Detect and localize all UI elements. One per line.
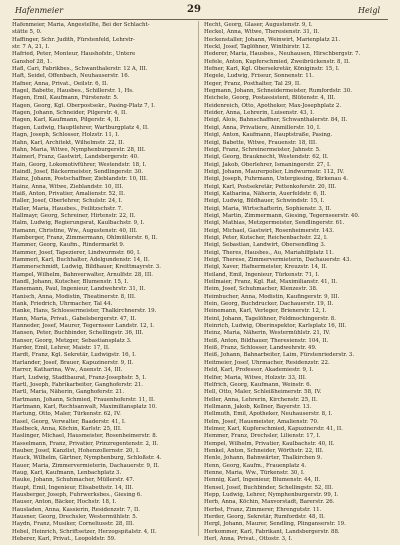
directory-entry: Heigl, Babette, Witwe, Frauenstr. 18, III. bbox=[204, 139, 317, 146]
directory-entry: Hain, Georg, Lokomotivführer, Westendstr. 18, I. bbox=[12, 161, 147, 168]
directory-entry: Hagen, Georg, Kgl. Oberpostsekr., Pasing-Platz 7, I. bbox=[12, 102, 155, 109]
directory-entry: Hegele, Ludwig, Friseur, Sonnenstr. 11. bbox=[204, 73, 314, 80]
directory-entry: Hagn, Joseph, Schlosser, Holzstr. 11, I. bbox=[12, 132, 120, 139]
directory-entry: Hasselmann, Franz, Privatier, Prinzregentenstr. 2, II. bbox=[12, 440, 159, 447]
directory-entry: Heimbucher, Anna, Modistin, Kaufingerstr. 9, III. bbox=[204, 293, 340, 300]
directory-entry: Hartmann, Karl, Rechtsanwalt, Maximiliansplatz 10. bbox=[12, 403, 157, 410]
directory-entry: Heigl, Georg, Brauknecht, Westendstr. 62, II. bbox=[204, 154, 329, 161]
directory-entry: Heigl, Johann, Maurerpolier, Lindwurmstr. 112, IV. bbox=[204, 168, 345, 175]
directory-entry: Henn, Georg, Kaufm., Frauenplatz 4. bbox=[204, 462, 307, 469]
directory-entry: Heigl, Jakob, Oberlehrer, Ismaningerstr. 27, I. bbox=[204, 161, 331, 168]
directory-entry: Hammerl, Karl, Buchhalter, Adelgundenstr. 14, II. bbox=[12, 257, 150, 263]
directory-entry: Haiß, Anton, Privatier, Amalienstr. 52, II. bbox=[12, 190, 125, 197]
directory-entry: Heitmeier, Josef, Uhrmacher, Residenzstr. 22. bbox=[204, 359, 330, 366]
header-right-catchword: Heigl bbox=[358, 6, 380, 15]
left-column bbox=[12, 22, 198, 543]
directory-entry: Heigl, Sebastian, Landwirt, Obersendling 3. bbox=[204, 242, 326, 249]
directory-entry: Hagel, Babette, Hausbes., Schillerstr. 1, Hs. bbox=[12, 88, 134, 95]
directory-entry: Hausladen, Anna, Kassierin, Residenzstr. 7, II. bbox=[12, 506, 140, 513]
directory-entry: Hafried, Peter, Monteur, Haushofstr., Untere bbox=[12, 51, 136, 58]
directory-entry: Haindl, Josef, Bäckermeister, Sendlingerstr. 30. bbox=[12, 168, 144, 175]
directory-entry: Heichele, Georg, Postassistent, Blütenstr. 4, III. bbox=[204, 95, 336, 102]
directory-entry: Herl, Anna, Privat., Ottostr. 3, I. bbox=[204, 536, 293, 543]
directory-entry: Hell, Otto, Maler, Schleißheimerstr. 58, IV. bbox=[204, 389, 322, 396]
directory-entry: Haug, Karl, Kaufmann, Lenbachplatz 3. bbox=[12, 469, 122, 476]
directory-entry: Hammer, Georg, Kaufm., Rindermarkt 9. bbox=[12, 242, 125, 249]
directory-entry: Herkommer, Karl, Fabrikant, Landsbergerstr. 88. bbox=[204, 528, 340, 535]
directory-entry: Hauber, Josef, Kanzlist, Hohenzollernstr. 20, I. bbox=[12, 447, 140, 454]
directory-entry: Heigl, Katharina, Näherin, Auerfeldstr. 6, II. bbox=[204, 190, 327, 197]
directory-entry: Hagen, Johann, Schneider, Pilgerstr. 4, II. bbox=[12, 110, 127, 117]
directory-entry: Hauck, Wilhelm, Gärtner, Nymphenburg, Schloßstr. 4. bbox=[12, 455, 162, 462]
directory-entry: Heigl, Alois, Bahnschaffner, Schwanthalerstr. 84, II. bbox=[204, 117, 348, 124]
directory-entry: Hederer, Maria, Hausbes., Neuhausen, Hirschbergstr. 7. bbox=[204, 51, 361, 58]
directory-entry: Hafenmeier, Maria, Angestellte, Bei der Schlacht- bbox=[12, 22, 150, 28]
directory-entry: Hemmer, Franz, Drechsler, Lilienstr. 17, I. bbox=[204, 433, 321, 440]
directory-entry: Heigl, Xaver, Hafnermeister, Kreuzstr. 14, II. bbox=[204, 264, 328, 271]
directory-entry: Hammer, Josef, Tapezierer, Lindwurmstr. 60, I. bbox=[12, 249, 141, 256]
directory-entry: Hauser, Anton, Bäcker, Hochstr. 18, I. bbox=[12, 499, 117, 506]
directory-entry: Heiß, Anton, Bildhauer, Theresienstr. 104, II. bbox=[204, 337, 329, 344]
directory-entry: Heigl, Ludwig, Bildhauer, Schwindstr. 15, I. bbox=[204, 198, 325, 205]
directory-entry: Heckel, Anna, Witwe, Theresienstr. 31, II. bbox=[204, 29, 320, 36]
directory-entry: Hart, Ludwig, Stadtbaurat, Franz-Josephstr. 5, I. bbox=[12, 374, 147, 381]
directory-entry: Heiß, Franz, Schlosser, Landwehrstr. 49. bbox=[204, 345, 317, 352]
directory-entry: Herbst, Franz, Zimmerer, Ehrengutstr. 11. bbox=[204, 506, 322, 513]
directory-entry: Heckl, Josef, Taglöhner, Winthirstr. 12. bbox=[204, 44, 311, 51]
directory-entry: Hagen, Ludwig, Hauptlehrer, Wartburgplatz 4, II. bbox=[12, 124, 149, 131]
directory-entry: Hansen, Peter, Buchbinder, Schellingstr. 36, III. bbox=[12, 330, 144, 337]
right-column bbox=[204, 22, 390, 543]
page-number: 29 bbox=[187, 4, 201, 15]
directory-entry: Heinemann, Karl, Verleger, Brienerstr. 12, I. bbox=[204, 308, 327, 315]
directory-entry: Heinrich, Ludwig, Oberinspektor, Karlsplatz 16, III. bbox=[204, 323, 347, 330]
directory-entry: Haimerl, Franz, Gastwirt, Landsbergerstr. 40. bbox=[12, 154, 139, 161]
header-left-catchword: Hafenmeier bbox=[15, 6, 64, 15]
directory-entry: Handl, Johann, Kutscher, Blumenstr. 15, I. bbox=[12, 279, 129, 286]
directory-entry: Hahn, Karl, Architekt, Wilhelmstr. 22, II. bbox=[12, 139, 125, 146]
directory-entry: Heigl, Michael, Gastwirt, Rosenheimerstr. 143. bbox=[204, 227, 334, 234]
directory-entry: Heigl, Mathias, Metzgermeister, Sendlingerstr. 61. bbox=[204, 220, 345, 227]
directory-entry: Haft, Seidel, Offenbach, Neuhauserstr. 16. bbox=[12, 73, 130, 80]
directory-entry: Haupt, Emil, Ingenieur, Elisabethstr. 14, III. bbox=[12, 484, 134, 491]
directory-entry: Hebel, Heinrich, Schriftsetzer, Herzogspitalstr. 4, II. bbox=[12, 528, 157, 535]
directory-entry: Heller, Anna, Lehrerin, Kirchenstr. 25, II. bbox=[204, 396, 318, 403]
directory-entry: Held, Karl, Professor, Akademiestr. 9, I. bbox=[204, 367, 314, 374]
directory-entry: Hann, Maria, Privat., Gabelsbergerstr. 47, II. bbox=[12, 315, 137, 322]
directory-entry: Hauer, Maria, Zimmervermieterin, Dachauerstr. 9, II. bbox=[12, 462, 160, 469]
directory-entry: Hensel, Josef, Buchbinder, Schellingstr. 52, III. bbox=[204, 484, 333, 491]
directory-entry: Herb, Anna, Köchin, Maxvorstadt, Barerstr. 26. bbox=[204, 499, 335, 506]
directory-entry: Haffinger, Schr. Judith, Fürstenfeld, Lehrstr- bbox=[12, 36, 135, 43]
directory-entry: Hartung, Otto, Maler, Türkenstr. 62, IV. bbox=[12, 411, 121, 418]
directory-entry: Heider, Anna, Lehrerin, Luisenstr. 43, I. bbox=[204, 110, 314, 117]
directory-entry: Hefner, Karl, Kgl. Obersekretär, Königinstr. 15, I. bbox=[204, 66, 340, 73]
directory-entry: Hardt, Franz, Kgl. Sekretär, Ludwigstr. 16, I. bbox=[12, 352, 136, 359]
directory-entry: Heinz, Maria, Näherin, Westermühlstr. 21, IV. bbox=[204, 330, 331, 337]
directory-entry: Hauke, Johann, Schuhmacher, Müllerstr. 47. bbox=[12, 477, 135, 484]
directory-entry: Hasel, Georg, Verwalter, Baaderstr. 41, I. bbox=[12, 418, 126, 425]
column-separator bbox=[198, 21, 199, 536]
directory-entry: Heigl, Martin, Zimmermann, Giesing, Tegernseerstr. 40. bbox=[204, 212, 360, 219]
directory-entry: Heigl, Anna, Privatiere, Ainmillerstr. 10, I. bbox=[204, 124, 321, 131]
directory-entry: Haydn, Franz, Musiker, Corneliusstr. 28, III. bbox=[12, 521, 135, 528]
directory-entry: Hanneder, Josef, Maurer, Tegernseer Landstr. 12, I. bbox=[12, 323, 154, 330]
directory-entry: Hanser, Georg, Metzger, Sebastiansplatz 3. bbox=[12, 337, 132, 344]
directory-entry: Heigl, Peter, Kutscher, Reichenbachstr. 22, I. bbox=[204, 234, 328, 241]
directory-entry: Harder, Emil, Lehrer, Maistr. 17, II. bbox=[12, 345, 110, 352]
directory-entry: Heiß, Johann, Bahnarbeiter, Laim, Fürstenriederstr. 3. bbox=[204, 352, 355, 359]
directory-entry: Ganshof 28, 1. bbox=[12, 58, 52, 65]
directory-entry: Hepp, Ludwig, Lehrer, Nymphenburgerstr. 99, I. bbox=[204, 492, 339, 498]
directory-entry: Heigl, Therese, Zimmervermieterin, Dachauerstr. 43. bbox=[204, 257, 352, 263]
directory-entry: Haller, Maria, Hausbes., Feilitzschstr. 7. bbox=[12, 205, 123, 212]
running-header bbox=[0, 4, 400, 18]
directory-entry: Hainz, Johann, Postschaffner, Zieblandstr. 10, III. bbox=[12, 176, 148, 183]
directory-entry: Hempel, Wilhelm, Privatier, Kaulbachstr. 40, II. bbox=[204, 440, 335, 447]
directory-entry: Henkel, Anton, Schneider, Wörthstr. 22, III. bbox=[204, 447, 324, 454]
directory-entry: Heim, Josef, Schuhmacher, Klenzestr. 38. bbox=[204, 286, 318, 293]
directory-entry: Helmer, Karl, Kupferschmied, Kapuzinerstr. 41, II. bbox=[204, 425, 343, 432]
directory-entry: Hartl, Joseph, Fabrikarbeiter, Ganghoferstr. 21. bbox=[12, 381, 144, 388]
directory-entry: Helfrich, Georg, Kaufmann, Weinstr. 6. bbox=[204, 381, 312, 388]
directory-entry: Hartl, Maria, Näherin, Ganghoferstr. 21. bbox=[12, 389, 125, 396]
directory-entry: Hagen, Karl, Kaufmann, Pilgerstr. 4, II. bbox=[12, 117, 121, 124]
directory-entry: Hallmayr, Georg, Schreiner, Hirtenstr. 22, II. bbox=[12, 212, 136, 219]
directory-entry: Hecht, Georg, Glaser, Augustenstr. 9, I. bbox=[204, 22, 313, 28]
directory-entry: Heigl, Theres, Hausbes., Au, Mariahilfplatz 11. bbox=[204, 249, 334, 256]
directory-entry: Heberer, Karl, Privat., Leopoldstr. 59. bbox=[12, 536, 116, 543]
directory-entry: Harlander, Josef, Brauer, Kapuzinerstr. 9, II. bbox=[12, 359, 134, 366]
directory-entry: Hank, Friedrich, Uhrmacher, Tal 44. bbox=[12, 301, 113, 308]
directory-entry: Heigl, Anton, Kaufmann, Hauptstraße, Pasing. bbox=[204, 132, 333, 139]
directory-entry: Harrer, Katharina, Ww., Auenstr. 34, III. bbox=[12, 367, 123, 374]
directory-entry: Hellmann, Jakob, Kellner, Bayerstr. 13. bbox=[204, 403, 312, 410]
directory-entry: Haslbeck, Anna, Köchin, Karlstr. 25, III. bbox=[12, 425, 122, 432]
directory-entry: Hausberger, Joseph, Fuhrwerksbes., Giesing 6. bbox=[12, 492, 142, 498]
directory-entry: Hanisch, Anna, Modistin, Theatinerstr. 8, III. bbox=[12, 293, 136, 300]
directory-entry: Hefele, Anton, Kupferschmied, Zweibrückenstr. 8, II. bbox=[204, 58, 350, 65]
directory-entry: Hennig, Karl, Ingenieur, Blumenstr. 44, II. bbox=[204, 477, 321, 484]
directory-entry: Halm, Ludwig, Regierungsrat, Kaulbachstr. 9, I. bbox=[12, 220, 145, 227]
directory-entry: Henle, Johann, Bahnwärter, Thalkirchen 9. bbox=[204, 455, 323, 462]
directory-entry: Hausner, Georg, Drechsler, Westermühlstr. 5. bbox=[12, 514, 138, 521]
directory-entry: Hanke, Hans, Schlossermeister, Thalkirchnerstr. 19. bbox=[12, 308, 157, 315]
directory-entry: Haller, Josef, Oberlehrer, Schulstr. 24, I. bbox=[12, 198, 123, 205]
directory-entry: Heinl, Johann, Tagelöhner, Feldmochingerstr. 8. bbox=[204, 315, 336, 322]
directory-entry: Helfer, Maria, Witwe, Holzstr. 33, III. bbox=[204, 374, 307, 381]
directory-entry: Hampel, Wilhelm, Bahnverwalter, Arnulfstr. 28, III. bbox=[12, 271, 153, 278]
directory-entry: Heiland, Emil, Ingenieur, Türkenstr. 71, I. bbox=[204, 271, 320, 278]
directory-entry: Hegmann, Johann, Schneidermeister, Rumfordstr. 30. bbox=[204, 88, 352, 95]
directory-entry: Heigl, Franz, Schreinermeister, Jahnstr. 5. bbox=[204, 146, 321, 153]
directory-entry: Heigl, Karl, Postsekretär, Pettenkoferstr. 20, III. bbox=[204, 183, 337, 190]
directory-entry: Helm, Josef, Hausmeister, Amalienstr. 70. bbox=[204, 418, 319, 425]
directory-entry: Hamann, Christine, Ww., Augustenstr. 40, III. bbox=[12, 227, 138, 234]
directory-entry: Hainz, Anna, Witwe, Zieblandstr. 10, III. bbox=[12, 183, 124, 190]
directory-entry: str. 7 A, 21, I. bbox=[12, 44, 50, 51]
directory-entry: Haslinger, Michael, Hausmeister, Rosenheimerstr. 8. bbox=[12, 433, 158, 440]
directory-entry: Hammerschmidt, Ludwig, Bildhauer, Kreittmayrstr. 3. bbox=[12, 264, 161, 271]
directory-entry: Hafner, Anna, Privat., Oeilstr. 6, II. bbox=[12, 80, 109, 87]
directory-entry: Hartmann, Johann, Schmied, Frauenhoferstr. 11, II. bbox=[12, 396, 155, 403]
directory-entry: Hamberger, Franz, Zimmermann, Ohlmüllerstr. 6, II. bbox=[12, 234, 158, 241]
directory-entry: Heilmaier, Franz, Kgl. Rat, Maximilianstr. 41, II. bbox=[204, 279, 338, 286]
directory-entry: Hanemann, Paul, Ingenieur, Landwehrstr. 31, II. bbox=[12, 286, 146, 293]
directory-entry: Henne, Maria, Ww., Türkenstr. 30, I. bbox=[204, 469, 305, 476]
directory-entry: Hein, Georg, Buchdrucker, Dachauerstr. 19, II. bbox=[204, 301, 334, 308]
directory-entry: Heigl, Joseph, Fuhrmann, Untergiesing, Birkenau 4. bbox=[204, 176, 349, 183]
directory-entry: Heckenstaller, Johann, Weinwirt, Marienplatz 21. bbox=[204, 36, 341, 43]
header-rule bbox=[13, 19, 388, 20]
directory-entry: stätte 5, 0. bbox=[12, 29, 42, 36]
directory-entry: Herder, Georg, Sekretär, Rumfordstr. 48, II. bbox=[204, 514, 325, 521]
directory-entry: Hergl, Johann, Maurer, Sendling, Plinganserstr. 19. bbox=[204, 521, 346, 528]
directory-entry: Hellmuth, Emil, Apotheker, Neuhauserstr. 8, I. bbox=[204, 411, 333, 418]
directory-entry: Heidenreich, Otto, Apotheker, Max-Josephplatz 2. bbox=[204, 102, 342, 109]
directory-entry: Hahn, Maria, Witwe, Nymphenburgerstr. 28, III. bbox=[12, 146, 146, 153]
directory-entry: Heger, Franz, Posthalter, Tal 29, II. bbox=[204, 80, 301, 87]
directory-entry: Heigl, Maria, Wirtschafterin, Sophienstr. 3, II. bbox=[204, 205, 332, 212]
directory-entry: Hagen, Emil, Kaufmann, Fürstenstr. 5. bbox=[12, 95, 119, 102]
directory-entry: Hafl, Cari, Fabrikbes., Schwanthalerstr. 12 A, III. bbox=[12, 66, 148, 73]
